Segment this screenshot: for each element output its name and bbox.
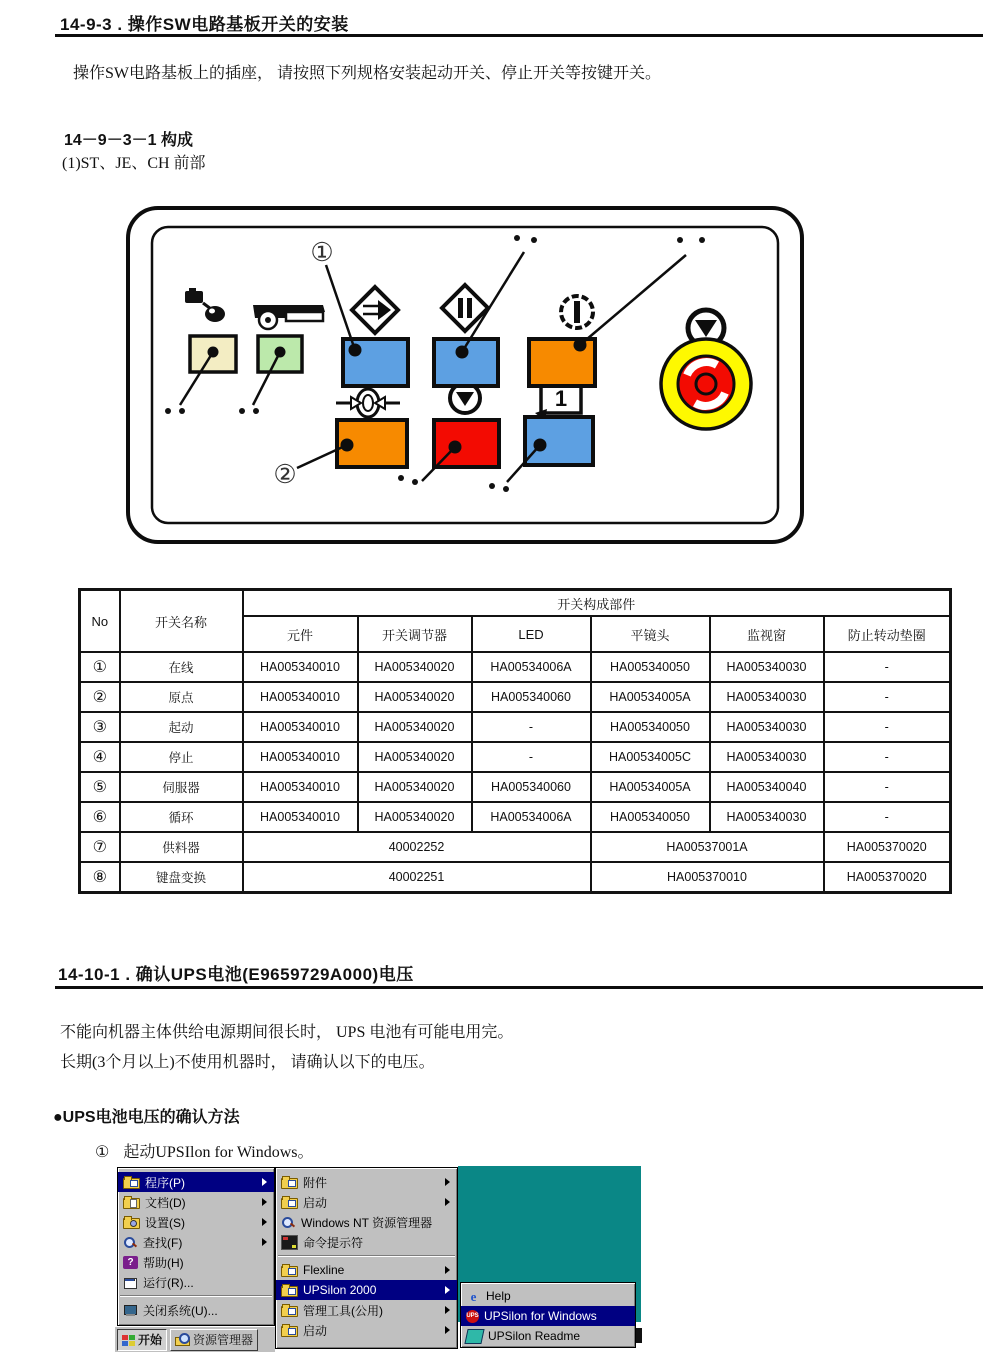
table-row: ④ 停止 HA005340010 HA005340020 - HA00534005C HA005340030 - xyxy=(80,742,951,772)
folder-icon xyxy=(281,1286,298,1297)
table-row: ⑧ 键盘变换 40002251 HA005370010 HA005370020 xyxy=(80,862,951,893)
col-header-adjuster: 开关调节器 xyxy=(358,616,472,652)
submenu-arrow-icon xyxy=(262,1178,271,1186)
screenshot-edge-fragment xyxy=(636,1328,642,1343)
submenu-arrow-icon xyxy=(445,1178,454,1186)
table-row: ② 原点 HA005340010 HA005340020 HA005340060 HA00534005A HA005340030 - xyxy=(80,682,951,712)
folder-icon xyxy=(281,1326,298,1337)
step-1 xyxy=(95,1139,314,1162)
taskbar xyxy=(115,1326,275,1352)
ups-paragraph-1: 不能向机器主体供给电源期间很长时， UPS 电池有可能电用完。 xyxy=(60,1024,514,1041)
table-row: ⑦ 供料器 40002252 HA00537001A HA005370020 xyxy=(80,832,951,862)
subsection-title-14-9-3-1: 14－9－3－1 构成 xyxy=(64,132,193,149)
menu-item-settings[interactable]: 设置(S) xyxy=(118,1212,274,1232)
switch-parts-table xyxy=(78,588,952,894)
explorer-icon xyxy=(175,1333,190,1346)
control-panel-diagram xyxy=(125,205,805,545)
programs-folder-icon xyxy=(123,1178,140,1189)
submenu-arrow-icon xyxy=(262,1218,271,1226)
run-window-icon xyxy=(123,1276,138,1289)
table-row: ① 在线 HA005340010 HA005340020 HA00534006A HA005340050 HA005340030 - xyxy=(80,652,951,682)
windows-logo-icon xyxy=(122,1335,135,1346)
variant-line: (1)ST、JE、CH 前部 xyxy=(62,155,206,172)
menu-item-accessories[interactable]: 附件 xyxy=(276,1172,457,1192)
submenu-arrow-icon xyxy=(445,1198,454,1206)
title-underline xyxy=(55,34,983,37)
menu-item-startup-2[interactable]: 启动 xyxy=(276,1320,457,1340)
title-underline-2 xyxy=(55,986,983,989)
col-header-no: No xyxy=(80,590,120,653)
start-menu xyxy=(117,1167,275,1326)
col-header-led: LED xyxy=(472,616,591,652)
folder-icon xyxy=(281,1198,298,1209)
ups-paragraph-2: 长期(3个月以上)不使用机器时， 请确认以下的电压。 xyxy=(60,1054,435,1071)
col-header-lens: 平镜头 xyxy=(591,616,710,652)
upsilon-submenu xyxy=(460,1282,636,1348)
menu-item-startup[interactable]: 启动 xyxy=(276,1192,457,1212)
nt-explorer-magnifier-icon xyxy=(281,1216,296,1229)
submenu-arrow-icon xyxy=(445,1286,454,1294)
intro-paragraph: 操作SW电路基板上的插座， 请按照下列规格安装起动开关、停止开关等按键开关。 xyxy=(73,65,662,82)
menu-item-upsilon-for-windows[interactable]: UPS UPSilon for Windows xyxy=(461,1306,635,1326)
menu-item-admin-tools[interactable]: 管理工具(公用) xyxy=(276,1300,457,1320)
table-row: ③ 起动 HA005340010 HA005340020 - HA005340050 HA005340030 - xyxy=(80,712,951,742)
col-header-switch-name: 开关名称 xyxy=(120,590,243,653)
menu-item-upsilon-2000[interactable]: UPSilon 2000 xyxy=(276,1280,457,1300)
menu-item-shutdown[interactable]: 关闭系统(U)... xyxy=(118,1300,274,1320)
step-number: ① xyxy=(95,1144,110,1161)
submenu-arrow-icon xyxy=(445,1266,454,1274)
menu-item-run[interactable]: 运行(R)... xyxy=(118,1272,274,1292)
submenu-arrow-icon xyxy=(262,1198,271,1206)
folder-icon xyxy=(281,1266,298,1277)
start-button[interactable]: 开始 xyxy=(117,1329,167,1351)
step-text: 起动UPSIlon for Windows。 xyxy=(123,1144,314,1161)
start-menu-screenshot xyxy=(115,1166,643,1352)
ie-help-icon: e xyxy=(470,1288,477,1304)
menu-item-programs[interactable]: 程序(P) xyxy=(118,1172,274,1192)
menu-item-help-app[interactable]: e Help xyxy=(461,1286,635,1306)
folder-icon xyxy=(281,1306,298,1317)
col-header-washer: 防止转动垫圈 xyxy=(824,616,951,652)
menu-item-command-prompt[interactable]: 命令提示符 xyxy=(276,1232,457,1252)
menu-item-documents[interactable]: 文档(D) xyxy=(118,1192,274,1212)
programs-submenu xyxy=(275,1167,458,1349)
menu-item-find[interactable]: 查找(F) xyxy=(118,1232,274,1252)
menu-separator xyxy=(278,1255,455,1257)
ups-app-icon: UPS xyxy=(466,1310,479,1323)
table-row: ⑤ 伺服器 HA005340010 HA005340020 HA005340060 HA00534005A HA005340040 - xyxy=(80,772,951,802)
col-header-element: 元件 xyxy=(243,616,358,652)
submenu-arrow-icon xyxy=(262,1238,271,1246)
submenu-arrow-icon xyxy=(445,1326,454,1334)
submenu-arrow-icon xyxy=(445,1306,454,1314)
menu-item-upsilon-readme[interactable]: UPSilon Readme xyxy=(461,1326,635,1346)
section-title-14-10-1: 14-10-1 . 确认UPS电池(E9659729A000)电压 xyxy=(58,965,414,984)
svg-text:1: 1 xyxy=(554,386,568,411)
explorer-taskbar-button[interactable]: 资源管理器 xyxy=(170,1329,258,1351)
section-title-14-9-3: 14-9-3 . 操作SW电路基板开关的安装 xyxy=(60,15,349,34)
menu-separator xyxy=(120,1295,272,1297)
callout-2: ② xyxy=(273,459,297,489)
menu-item-flexline[interactable]: Flexline xyxy=(276,1260,457,1280)
help-book-icon: ? xyxy=(123,1256,138,1269)
find-magnifier-icon xyxy=(123,1236,138,1249)
method-title: ●UPS电池电压的确认方法 xyxy=(53,1109,240,1126)
col-header-group: 开关构成部件 xyxy=(243,590,951,617)
command-prompt-icon xyxy=(281,1235,298,1250)
readme-book-icon xyxy=(464,1329,484,1344)
settings-folder-icon xyxy=(123,1218,140,1229)
emergency-stop-button[interactable] xyxy=(661,339,751,429)
table-row: ⑥ 循环 HA005340010 HA005340020 HA00534006A HA005340050 HA005340030 - xyxy=(80,802,951,832)
folder-icon xyxy=(281,1178,298,1189)
documents-folder-icon xyxy=(123,1198,140,1209)
col-header-window: 监视窗 xyxy=(710,616,824,652)
menu-item-help[interactable]: ? 帮助(H) xyxy=(118,1252,274,1272)
shutdown-computer-icon xyxy=(123,1304,138,1317)
menu-item-nt-explorer[interactable]: Windows NT 资源管理器 xyxy=(276,1212,457,1232)
callout-1: ① xyxy=(310,237,334,267)
